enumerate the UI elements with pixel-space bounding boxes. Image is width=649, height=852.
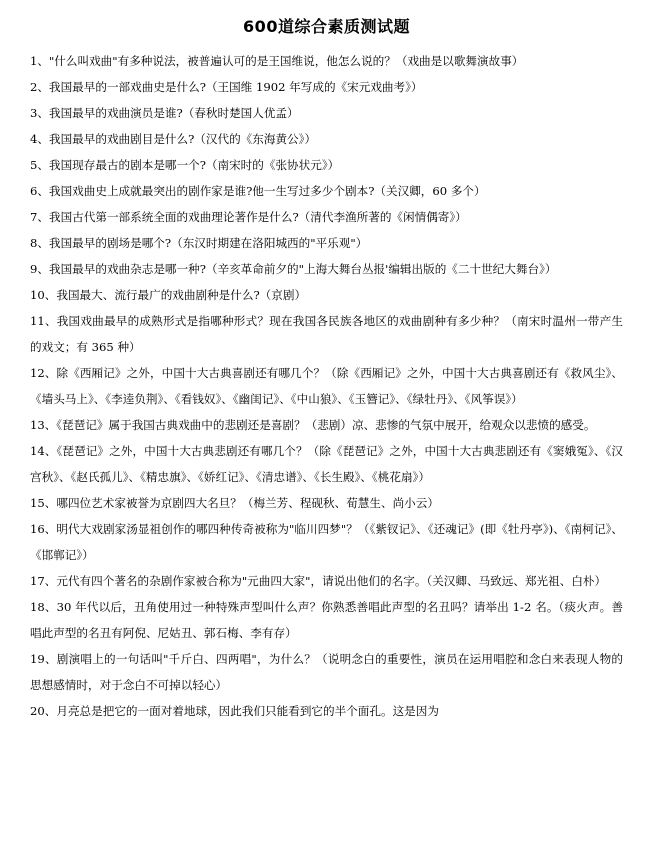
question-list	[30, 48, 623, 724]
question-item: 13、《琵琶记》属于我国古典戏曲中的悲剧还是喜剧？（悲剧）凉、悲惨的气氛中展开，给观众以悲愤的感受。	[30, 418, 596, 432]
question-item: 7、我国古代第一部系统全面的戏曲理论著作是什么?（清代李渔所著的《闲情偶寄》）	[30, 210, 467, 224]
question-item: 4、我国最早的戏曲剧目是什么?（汉代的《东海黄公》）	[30, 132, 317, 146]
question-item: 18、30 年代以后，丑角使用过一种特殊声型叫什么声？你熟悉善唱此声型的名丑吗？请举出 1-2 名。（痰火声。善唱此声型的名丑有阿倪、尼姑丑、郭石梅、李有存）	[30, 600, 623, 640]
question-item: 1、"什么叫戏曲"有多种说法，被普遍认可的是王国维说，他怎么说的？（戏曲是以歌舞演故事）	[30, 54, 524, 68]
question-item: 11、我国戏曲最早的成熟形式是指哪种形式？现在我国各民族各地区的戏曲剧种有多少种？（南宋时温州一带产生的戏文；有 365 种）	[30, 314, 623, 354]
question-item: 17、元代有四个著名的杂剧作家被合称为"元曲四大家"，请说出他们的名字。（关汉卿、马致远、郑光祖、白朴）	[30, 574, 607, 588]
question-item: 20、月亮总是把它的一面对着地球，因此我们只能看到它的半个面孔。这是因为	[30, 704, 439, 718]
question-item: 16、明代大戏剧家汤显祖创作的哪四种传奇被称为"临川四梦"？（《紫钗记》、《还魂记》(即《牡丹亭》)、《南柯记》、《邯郸记》）	[30, 522, 623, 562]
question-item: 8、我国最早的剧场是哪个?（东汉时期建在洛阳城西的"平乐观"）	[30, 236, 368, 250]
question-item: 9、我国最早的戏曲杂志是哪一种?（辛亥革命前夕的"上海大舞台丛报'编辑出版的《二十世纪大舞台》）	[30, 262, 557, 276]
question-item: 15、哪四位艺术家被誉为京剧四大名旦？（梅兰芳、程砚秋、荀慧生、尚小云）	[30, 496, 439, 510]
question-item: 19、剧演唱上的一句话叫"千斤白、四两唱"，为什么？（说明念白的重要性，演员在运用唱腔和念白来表现人物的思想感情时，对于念白不可掉以轻心）	[30, 652, 623, 692]
question-item: 2、我国最早的一部戏曲史是什么?（王国维 1902 年写成的《宋元戏曲考》）	[30, 80, 423, 94]
document-title: 600道综合素质测试题	[243, 17, 410, 36]
question-item: 10、我国最大、流行最广的戏曲剧种是什么?（京剧）	[30, 288, 307, 302]
question-item: 12、除《西厢记》之外，中国十大古典喜剧还有哪几个？（除《西厢记》之外，中国十大古典喜剧还有《救风尘》、《墙头马上》、《李逵负荆》、《看钱奴》、《幽闺记》、《中山狼》、《玉簪记》、《绿牡丹》、《风筝误》）	[30, 366, 623, 406]
question-item: 3、我国最早的戏曲演员是谁?（春秋时楚国人优孟）	[30, 106, 299, 120]
question-item: 6、我国戏曲史上成就最突出的剧作家是谁?他一生写过多少个剧本?（关汉卿，60 多个）	[30, 184, 486, 198]
question-item: 5、我国现存最古的剧本是哪一个?（南宋时的《张协状元》）	[30, 158, 340, 172]
question-item: 14、《琵琶记》之外，中国十大古典悲剧还有哪几个？（除《琵琶记》之外，中国十大古典悲剧还有《窦娥冤》、《汉宫秋》、《赵氏孤儿》、《精忠旗》、《娇红记》、《清忠谱》、《长生殿》、《桃花扇》）	[30, 444, 623, 484]
